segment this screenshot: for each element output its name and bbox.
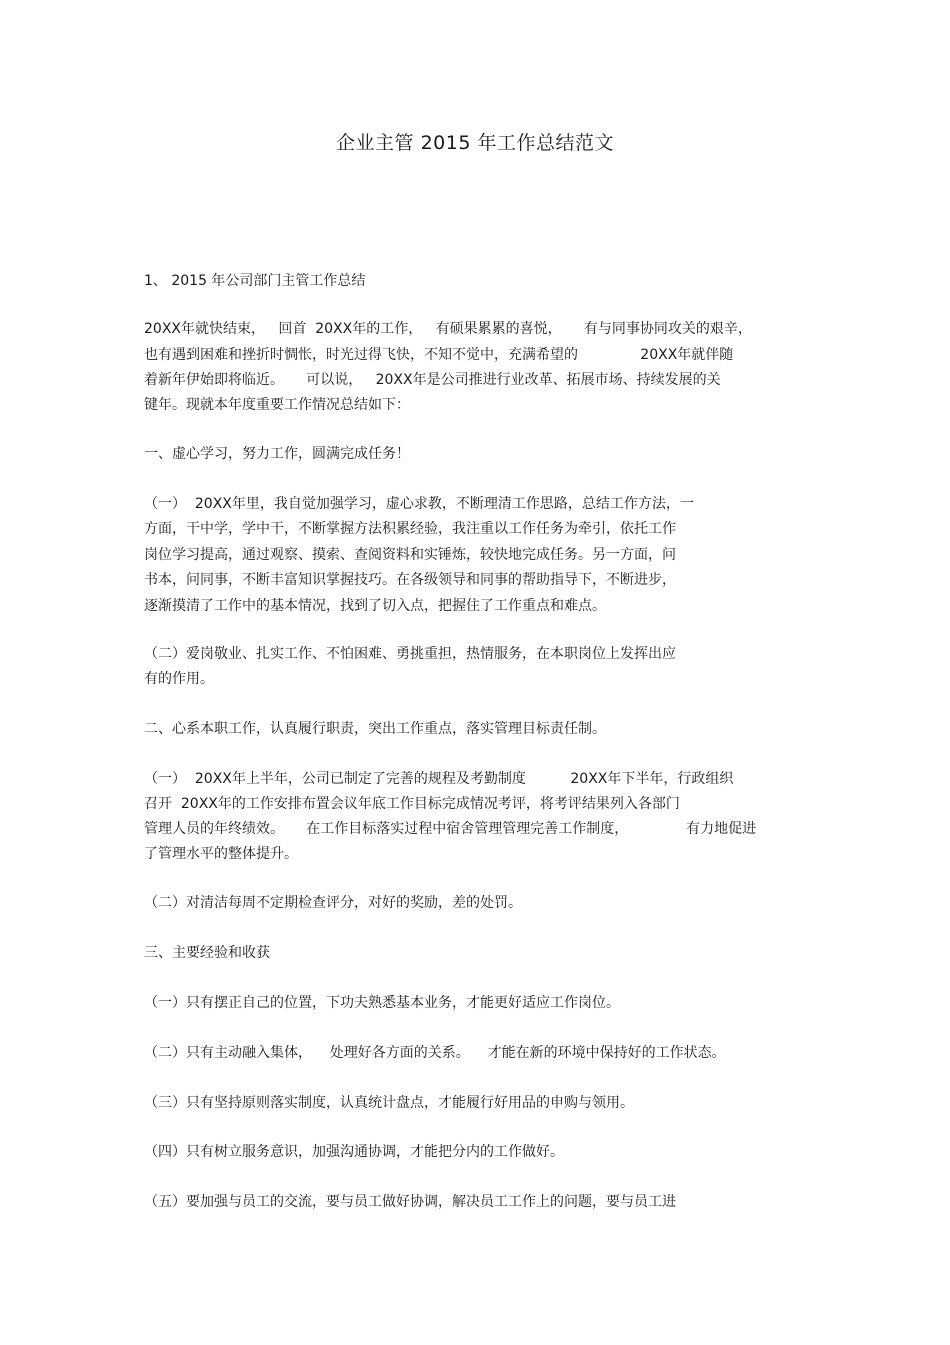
section-heading: 一、虚心学习，努力工作，圆满完成任务！ bbox=[144, 446, 410, 462]
paragraph-line: （一） 20XX年里，我自觉加强学习，虚心求教，不断理清工作思路，总结工作方法，一 bbox=[144, 496, 694, 512]
paragraph-line: （三）只有坚持原则落实制度，认真统计盘点，才能履行好用品的申购与领用。 bbox=[144, 1095, 634, 1111]
paragraph-line: （二）只有主动融入集体， 处理好各方面的关系。 才能在新的环境中保持好的工作状态。 bbox=[144, 1045, 726, 1061]
paragraph-line: （一） 20XX年上半年，公司已制定了完善的规程及考勤制度 20XX年下半年，行政组织 bbox=[144, 771, 734, 787]
paragraph-line: （一）只有摆正自己的位置，下功夫熟悉基本业务，才能更好适应工作岗位。 bbox=[144, 995, 620, 1011]
paragraph-line: （二）对清洁每周不定期检查评分，对好的奖励，差的处罚。 bbox=[144, 895, 522, 911]
paragraph-line: 逐渐摸清了工作中的基本情况，找到了切入点，把握住了工作重点和难点。 bbox=[144, 598, 606, 614]
paragraph-line: 管理人员的年终绩效。 在工作目标落实过程中宿舍管理管理完善工作制度， 有力地促进 bbox=[144, 821, 757, 837]
section-heading: 三、主要经验和收获 bbox=[144, 945, 270, 961]
paragraph-line: 有的作用。 bbox=[144, 671, 214, 687]
paragraph-line: 键年。现就本年度重要工作情况总结如下： bbox=[144, 397, 410, 413]
paragraph-line: 也有遇到困难和挫折时惆怅，时光过得飞快，不知不觉中，充满希望的 20XX年就伴随 bbox=[144, 347, 734, 363]
section-heading: 二、心系本职工作，认真履行职责，突出工作重点，落实管理目标责任制。 bbox=[144, 721, 606, 737]
section-heading: 1、 2015 年公司部门主管工作总结 bbox=[144, 273, 366, 289]
document-title: 企业主管 2015 年工作总结范文 bbox=[336, 132, 614, 154]
paragraph-line: （五）要加强与员工的交流，要与员工做好协调，解决员工工作上的问题，要与员工进 bbox=[144, 1194, 676, 1210]
paragraph-line: 20XX年就快结束， 回首 20XX年的工作， 有硕果累累的喜悦， 有与同事协同攻关的艰辛， bbox=[144, 321, 752, 337]
paragraph-line: 召开 20XX年的工作安排布置会议年底工作目标完成情况考评，将考评结果列入各部门 bbox=[144, 796, 680, 812]
paragraph-line: 着新年伊始即将临近。 可以说， 20XX年是公司推进行业改革、拓展市场、持续发展的关 bbox=[144, 372, 721, 388]
paragraph-line: （四）只有树立服务意识，加强沟通协调，才能把分内的工作做好。 bbox=[144, 1144, 564, 1160]
paragraph-line: 了管理水平的整体提升。 bbox=[144, 846, 298, 862]
paragraph-line: 书本，问同事，不断丰富知识掌握技巧。在各级领导和同事的帮助指导下，不断进步， bbox=[144, 572, 676, 588]
paragraph-line: 方面，干中学，学中干，不断掌握方法积累经验，我注重以工作任务为牵引，依托工作 bbox=[144, 521, 676, 537]
paragraph-line: 岗位学习提高，通过观察、摸索、查阅资料和实锤炼，较快地完成任务。另一方面，问 bbox=[144, 547, 676, 563]
paragraph-line: （二）爱岗敬业、扎实工作、不怕困难、勇挑重担，热情服务，在本职岗位上发挥出应 bbox=[144, 646, 676, 662]
